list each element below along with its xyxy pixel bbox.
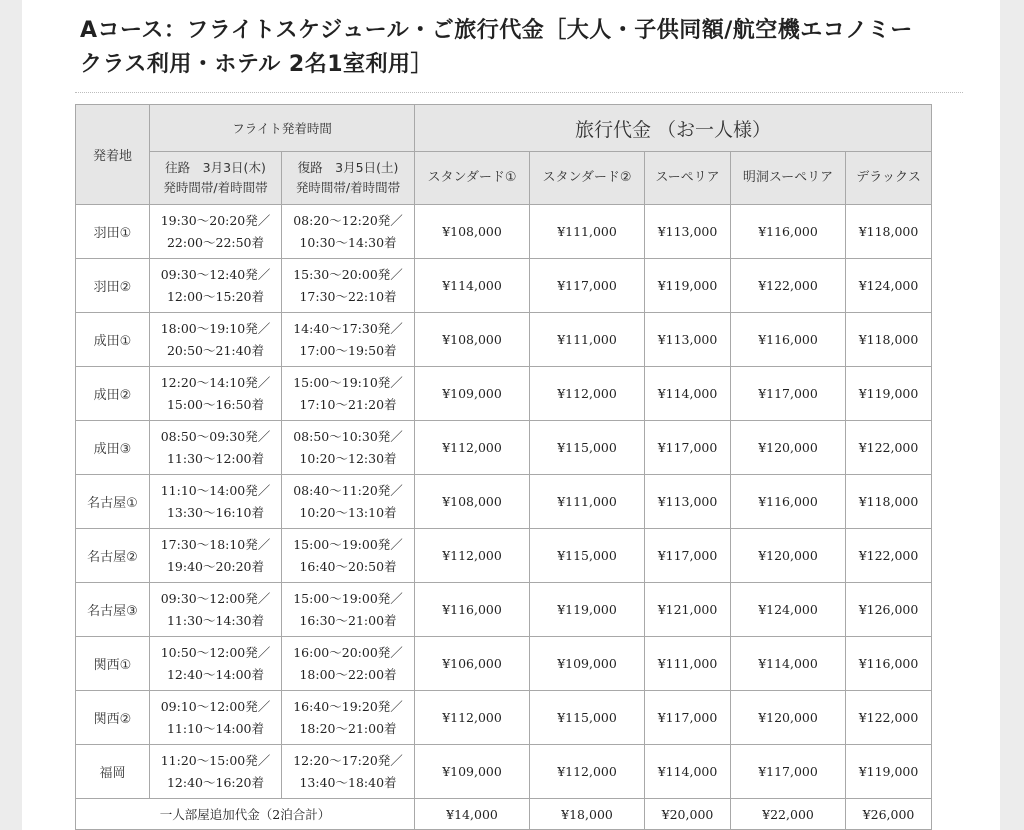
return-arrive-time: 10:20〜12:30着 <box>299 450 397 466</box>
price-cell: ¥119,000 <box>846 745 932 799</box>
price-cell: ¥122,000 <box>846 421 932 475</box>
outbound-arrive-time: 12:40〜16:20着 <box>166 774 265 790</box>
price-cell: ¥109,000 <box>415 745 530 799</box>
outbound-arrive-time: 11:10〜14:00着 <box>166 720 265 736</box>
price-cell: ¥124,000 <box>731 583 846 637</box>
price-cell: ¥111,000 <box>530 475 645 529</box>
price-cell: ¥114,000 <box>645 367 731 421</box>
table-body <box>76 205 932 830</box>
price-cell: ¥113,000 <box>645 475 731 529</box>
page-title <box>80 14 970 82</box>
header-class-standard-2: スタンダード② <box>530 152 645 205</box>
return-time-cell <box>282 259 415 313</box>
outbound-time-cell <box>150 529 282 583</box>
title-line-1: Aコース：フライトスケジュール・ご旅行代金［大人・子供同額/航空機エコノミー <box>80 18 913 43</box>
outbound-arrive-time: 11:30〜12:00着 <box>166 450 265 466</box>
outbound-depart-time: 10:50〜12:00発／ <box>160 644 271 660</box>
price-cell: ¥124,000 <box>846 259 932 313</box>
price-cell: ¥115,000 <box>530 421 645 475</box>
header-class-myeongdong-superior: 明洞スーペリア <box>731 152 846 205</box>
price-cell: ¥122,000 <box>846 691 932 745</box>
outbound-depart-time: 19:30〜20:20発／ <box>160 212 271 228</box>
price-cell: ¥117,000 <box>645 691 731 745</box>
header-class-deluxe: デラックス <box>846 152 932 205</box>
return-arrive-time: 10:30〜14:30着 <box>299 234 397 250</box>
price-cell: ¥117,000 <box>645 421 731 475</box>
origin-cell: 関西① <box>76 637 150 691</box>
price-cell: ¥122,000 <box>846 529 932 583</box>
price-cell: ¥118,000 <box>846 313 932 367</box>
price-cell: ¥120,000 <box>731 421 846 475</box>
return-time-cell <box>282 583 415 637</box>
single-room-price-cell: ¥22,000 <box>731 799 846 830</box>
return-time-cell <box>282 421 415 475</box>
price-cell: ¥109,000 <box>530 637 645 691</box>
origin-cell: 名古屋② <box>76 529 150 583</box>
price-cell: ¥112,000 <box>415 529 530 583</box>
price-cell: ¥112,000 <box>415 691 530 745</box>
return-arrive-time: 16:40〜20:50着 <box>299 558 397 574</box>
outbound-arrive-time: 13:30〜16:10着 <box>166 504 265 520</box>
price-cell: ¥111,000 <box>645 637 731 691</box>
return-time-cell <box>282 313 415 367</box>
price-cell: ¥114,000 <box>415 259 530 313</box>
outbound-depart-time: 18:00〜19:10発／ <box>160 320 271 336</box>
price-cell: ¥111,000 <box>530 205 645 259</box>
price-cell: ¥117,000 <box>731 745 846 799</box>
table-row <box>76 367 932 421</box>
return-depart-time: 14:40〜17:30発／ <box>293 320 403 336</box>
price-cell: ¥120,000 <box>731 529 846 583</box>
table-row <box>76 475 932 529</box>
price-cell: ¥122,000 <box>731 259 846 313</box>
return-depart-time: 08:50〜10:30発／ <box>293 428 403 444</box>
title-line-2: クラス利用・ホテル 2名1室利用］ <box>80 52 434 77</box>
price-cell: ¥117,000 <box>645 529 731 583</box>
return-time-cell <box>282 529 415 583</box>
single-room-price-cell: ¥26,000 <box>846 799 932 830</box>
table-row <box>76 637 932 691</box>
price-cell: ¥118,000 <box>846 475 932 529</box>
price-cell: ¥119,000 <box>846 367 932 421</box>
outbound-arrive-time: 15:00〜16:50着 <box>166 396 265 412</box>
origin-cell: 成田③ <box>76 421 150 475</box>
price-cell: ¥112,000 <box>530 745 645 799</box>
outbound-time-cell <box>150 583 282 637</box>
return-arrive-time: 13:40〜18:40着 <box>299 774 397 790</box>
price-cell: ¥121,000 <box>645 583 731 637</box>
outbound-time-cell <box>150 637 282 691</box>
return-depart-time: 15:00〜19:10発／ <box>293 374 403 390</box>
return-arrive-time: 17:30〜22:10着 <box>299 288 397 304</box>
table-row <box>76 583 932 637</box>
price-cell: ¥115,000 <box>530 529 645 583</box>
price-cell: ¥117,000 <box>530 259 645 313</box>
return-arrive-time: 17:10〜21:20着 <box>299 396 397 412</box>
header-outbound-date: 往路 3月3日(木) <box>165 160 266 175</box>
return-arrive-time: 18:20〜21:00着 <box>299 720 397 736</box>
return-depart-time: 16:00〜20:00発／ <box>293 644 403 660</box>
price-cell: ¥119,000 <box>645 259 731 313</box>
outbound-time-cell <box>150 367 282 421</box>
outbound-depart-time: 08:50〜09:30発／ <box>160 428 271 444</box>
price-cell: ¥116,000 <box>731 313 846 367</box>
header-return-times: 発時間帯/着時間帯 <box>295 180 401 195</box>
return-depart-time: 08:40〜11:20発／ <box>293 482 403 498</box>
outbound-depart-time: 11:20〜15:00発／ <box>160 752 271 768</box>
price-cell: ¥116,000 <box>731 475 846 529</box>
single-room-price-cell: ¥14,000 <box>415 799 530 830</box>
single-room-label: 一人部屋追加代金（2泊合計） <box>76 799 415 830</box>
page <box>22 0 1000 830</box>
header-return <box>282 152 415 205</box>
price-cell: ¥115,000 <box>530 691 645 745</box>
outbound-time-cell <box>150 745 282 799</box>
return-depart-time: 16:40〜19:20発／ <box>293 698 403 714</box>
return-time-cell <box>282 475 415 529</box>
price-cell: ¥112,000 <box>530 367 645 421</box>
price-cell: ¥109,000 <box>415 367 530 421</box>
header-class-standard-1: スタンダード① <box>415 152 530 205</box>
return-arrive-time: 18:00〜22:00着 <box>299 666 397 682</box>
return-depart-time: 08:20〜12:20発／ <box>293 212 403 228</box>
outbound-depart-time: 12:20〜14:10発／ <box>160 374 271 390</box>
table-row <box>76 745 932 799</box>
header-flight-times: フライト発着時間 <box>150 105 415 152</box>
header-class-superior: スーペリア <box>645 152 731 205</box>
price-cell: ¥113,000 <box>645 313 731 367</box>
return-depart-time: 15:30〜20:00発／ <box>293 266 403 282</box>
single-room-row <box>76 799 932 830</box>
price-cell: ¥113,000 <box>645 205 731 259</box>
outbound-time-cell <box>150 205 282 259</box>
origin-cell: 成田② <box>76 367 150 421</box>
outbound-depart-time: 09:30〜12:00発／ <box>160 590 271 606</box>
return-arrive-time: 16:30〜21:00着 <box>299 612 397 628</box>
table-row <box>76 313 932 367</box>
table-row <box>76 205 932 259</box>
return-arrive-time: 17:00〜19:50着 <box>299 342 397 358</box>
outbound-arrive-time: 12:40〜14:00着 <box>166 666 265 682</box>
outbound-depart-time: 09:30〜12:40発／ <box>160 266 271 282</box>
header-return-date: 復路 3月5日(土) <box>297 160 399 175</box>
price-cell: ¥114,000 <box>645 745 731 799</box>
outbound-time-cell <box>150 475 282 529</box>
price-cell: ¥108,000 <box>415 313 530 367</box>
outbound-depart-time: 17:30〜18:10発／ <box>160 536 271 552</box>
outbound-time-cell <box>150 691 282 745</box>
return-time-cell <box>282 745 415 799</box>
price-cell: ¥114,000 <box>731 637 846 691</box>
price-cell: ¥116,000 <box>731 205 846 259</box>
outbound-time-cell <box>150 259 282 313</box>
price-cell: ¥112,000 <box>415 421 530 475</box>
header-outbound-times: 発時間帯/着時間帯 <box>163 180 268 195</box>
outbound-time-cell <box>150 421 282 475</box>
price-cell: ¥106,000 <box>415 637 530 691</box>
price-cell: ¥117,000 <box>731 367 846 421</box>
table-row <box>76 259 932 313</box>
outbound-depart-time: 11:10〜14:00発／ <box>160 482 271 498</box>
single-room-price-cell: ¥18,000 <box>530 799 645 830</box>
price-cell: ¥120,000 <box>731 691 846 745</box>
price-cell: ¥116,000 <box>846 637 932 691</box>
price-cell: ¥108,000 <box>415 475 530 529</box>
origin-cell: 名古屋① <box>76 475 150 529</box>
header-outbound <box>150 152 282 205</box>
title-divider <box>75 92 963 93</box>
return-depart-time: 12:20〜17:20発／ <box>293 752 403 768</box>
price-cell: ¥118,000 <box>846 205 932 259</box>
origin-cell: 成田① <box>76 313 150 367</box>
outbound-time-cell <box>150 313 282 367</box>
return-arrive-time: 10:20〜13:10着 <box>299 504 397 520</box>
price-cell: ¥111,000 <box>530 313 645 367</box>
price-cell: ¥119,000 <box>530 583 645 637</box>
price-cell: ¥108,000 <box>415 205 530 259</box>
outbound-arrive-time: 19:40〜20:20着 <box>166 558 265 574</box>
origin-cell: 福岡 <box>76 745 150 799</box>
return-time-cell <box>282 367 415 421</box>
header-origin: 発着地 <box>76 105 150 205</box>
return-time-cell <box>282 691 415 745</box>
return-time-cell <box>282 205 415 259</box>
outbound-depart-time: 09:10〜12:00発／ <box>160 698 271 714</box>
origin-cell: 名古屋③ <box>76 583 150 637</box>
table-row <box>76 421 932 475</box>
price-cell: ¥116,000 <box>415 583 530 637</box>
origin-cell: 羽田② <box>76 259 150 313</box>
return-depart-time: 15:00〜19:00発／ <box>293 536 403 552</box>
outbound-arrive-time: 22:00〜22:50着 <box>166 234 265 250</box>
outbound-arrive-time: 11:30〜14:30着 <box>166 612 265 628</box>
single-room-price-cell: ¥20,000 <box>645 799 731 830</box>
header-price: 旅行代金 （お一人様） <box>415 105 932 152</box>
return-time-cell <box>282 637 415 691</box>
origin-cell: 羽田① <box>76 205 150 259</box>
origin-cell: 関西② <box>76 691 150 745</box>
outbound-arrive-time: 20:50〜21:40着 <box>166 342 265 358</box>
return-depart-time: 15:00〜19:00発／ <box>293 590 403 606</box>
table-row <box>76 691 932 745</box>
outbound-arrive-time: 12:00〜15:20着 <box>166 288 265 304</box>
table-row <box>76 529 932 583</box>
schedule-table <box>75 104 932 830</box>
price-cell: ¥126,000 <box>846 583 932 637</box>
